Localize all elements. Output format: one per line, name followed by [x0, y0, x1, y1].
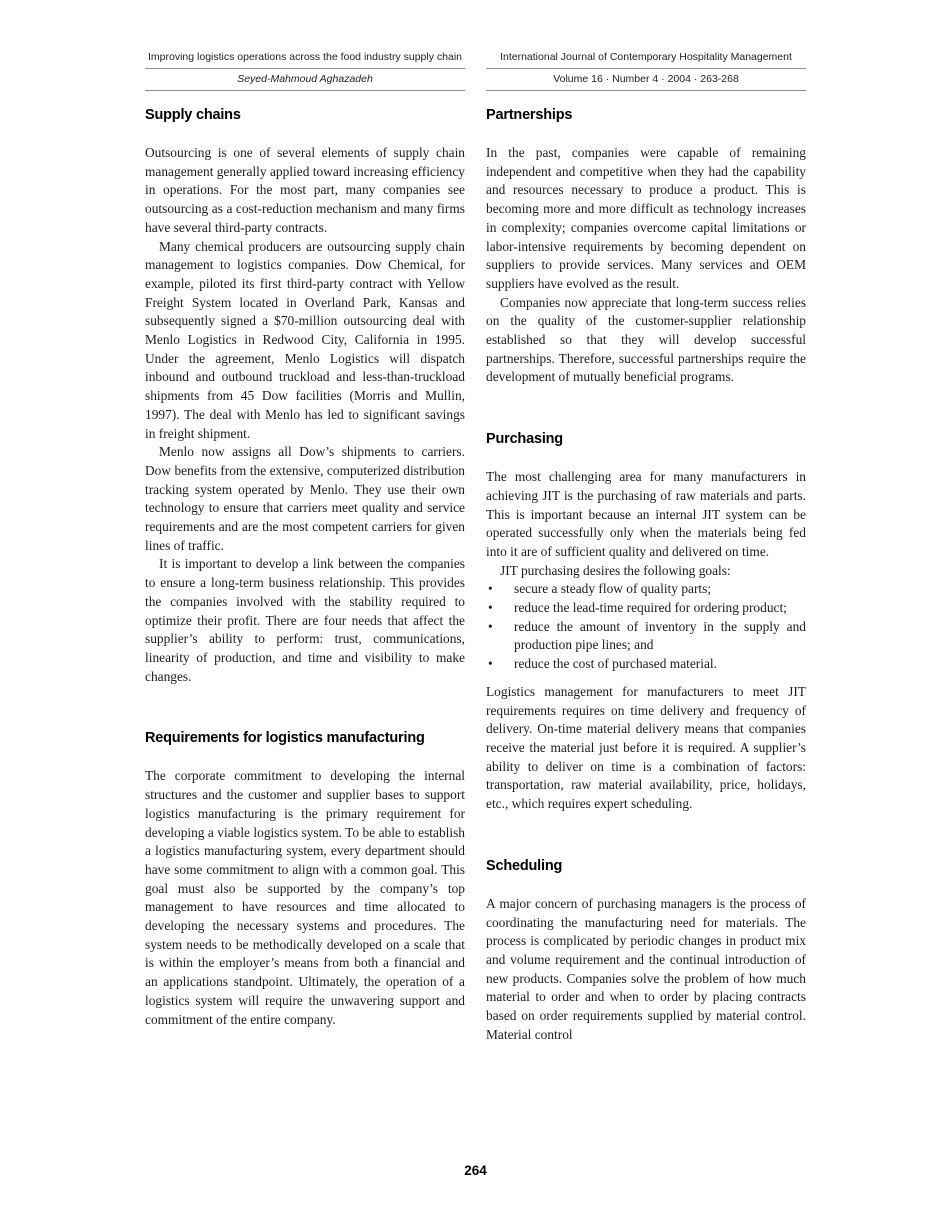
- goal-text: reduce the amount of inventory in the supply and production pipe lines; and: [514, 618, 806, 653]
- section-requirements: [145, 730, 465, 1029]
- section-heading: Requirements for logistics manufacturing: [145, 730, 425, 747]
- paragraph: A major concern of purchasing managers is the process of coordinating the manufacturing need for materials. The process is complicated by periodic changes in product mix and volume requirement and the continual introduction of new products. Companies solve the problem of how much material to order and when to order by placing contracts based on order requirements supplied by material control. Material control: [486, 895, 806, 1042]
- page-footer: [145, 1163, 806, 1178]
- paragraph: It is important to develop a link between the companies to ensure a long-term business relationship. This provides the companies involved with the stability required to optimize their profit. There are four needs that affect the supplier’s ability to perform: trust, communications, linearity of production, and time and visibility to make changes.: [145, 556, 465, 684]
- paragraph: Menlo now assigns all Dow’s shipments to carriers. Dow benefits from the extensive, computerized distribution tracking system operated by Menlo. They use their own technology to ensure that carriers meet quality and service requirements and are the most competent carriers for given lines of traffic.: [145, 444, 465, 553]
- author-name: Seyed-Mahmoud Aghazadeh: [237, 73, 373, 85]
- bullet-icon: •: [488, 600, 493, 616]
- left-column: [145, 107, 465, 1044]
- section-partnerships: [486, 107, 806, 387]
- article-running-title: Improving logistics operations across the food industry supply chain: [148, 51, 462, 63]
- goal-item: [486, 618, 806, 655]
- running-header-left: [145, 50, 465, 91]
- paragraph: In the past, companies were capable of remaining independent and competitive when they had the capability and resources necessary to produce a product. This is becoming more and more difficult as technology increases in complexity; companies overcome capital limitations or labor-intensive requirements by becoming dependent on suppliers to provide services. Many services and OEM suppliers have evolved as the result.: [486, 145, 806, 291]
- goal-item: [486, 580, 806, 599]
- section-heading: Purchasing: [486, 431, 563, 448]
- bullet-icon: •: [488, 581, 493, 597]
- paragraph: Logistics management for manufacturers to meet JIT requirements requires on time delivery and frequency of delivery. On-time material delivery means that companies receive the material just before it is required. A supplier’s ability to deliver on time is a combination of factors: transportation, raw material availability, price, holidays, etc., which requires expert scheduling.: [486, 683, 806, 812]
- page-number: 264: [464, 1163, 487, 1178]
- running-header: [145, 50, 806, 91]
- goal-item: [486, 655, 806, 674]
- journal-title: International Journal of Contemporary Hospitality Management: [500, 51, 792, 63]
- running-header-right: [486, 50, 806, 91]
- goal-text: reduce the lead-time required for ordering product;: [514, 600, 787, 616]
- jit-goals-list: [486, 580, 806, 674]
- header-rule: [486, 90, 806, 91]
- two-column-body: [145, 107, 806, 1044]
- section-heading: Partnerships: [486, 107, 573, 123]
- page-content: [145, 50, 806, 1044]
- paragraph: Many chemical producers are outsourcing supply chain management to logistics companies. Dow Chemical, for example, piloted its first third-party contract with Yellow Freight System located in Overland Park, Kansas and subsequently signed a $70-million outsourcing deal with Menlo Logistics in Redwood City, California in 1995. Under the agreement, Menlo Logistics will dispatch inbound and outbound truckload and less-than-truckload shipments from 45 Dow facilities (Morris and Mullin, 1997). The deal with Menlo has led to significant savings in freight shipment.: [145, 238, 465, 441]
- header-rule: [145, 90, 465, 91]
- paragraph: The most challenging area for many manufacturers in achieving JIT is the purchasing of raw materials and parts. This is important because an internal JIT system can be operated successfully only when the materials being fed into it are of sufficient quality and delivered on time.: [486, 469, 806, 559]
- paragraph: Outsourcing is one of several elements of supply chain management generally applied toward increasing efficiency in operations. For the most part, many companies see outsourcing as a cost-reduction mechanism and many firms have several third-party contracts.: [145, 145, 465, 235]
- section-heading: Scheduling: [486, 857, 563, 874]
- paragraph: JIT purchasing desires the following goals:: [500, 562, 731, 578]
- goal-item: [486, 599, 806, 618]
- issue-info: Volume 16 · Number 4 · 2004 · 263-268: [553, 73, 739, 85]
- goal-text: secure a steady flow of quality parts;: [514, 581, 712, 597]
- paragraph: Companies now appreciate that long-term success relies on the quality of the customer-supplier relationship established so that they will develop successful partnerships. Therefore, successful partnerships require the development of mutually beneficial programs.: [486, 294, 806, 385]
- bullet-icon: •: [488, 656, 493, 672]
- section-purchasing: [486, 431, 806, 814]
- right-column: [486, 107, 806, 1044]
- paragraph: The corporate commitment to developing the internal structures and the customer and supplier bases to support logistics manufacturing is the primary requirement for developing a viable logistics system. To be able to establish a logistics manufacturing system, every department should have some commitment to align with a common goal. This goal must also be supported by the company’s top management to have resources and time allocated to developing the necessary systems and procedures. The system needs to be methodically developed on a scale that is within the employer’s means from both a financial and an applications standpoint. Ultimately, the operation of a logistics system will require the unwavering support and commitment of the entire company.: [145, 768, 465, 1027]
- section-heading: Supply chains: [145, 107, 241, 123]
- goal-text: reduce the cost of purchased material.: [514, 656, 717, 672]
- section-scheduling: [486, 858, 806, 1045]
- bullet-icon: •: [488, 618, 493, 634]
- section-supply-chains: [145, 107, 465, 686]
